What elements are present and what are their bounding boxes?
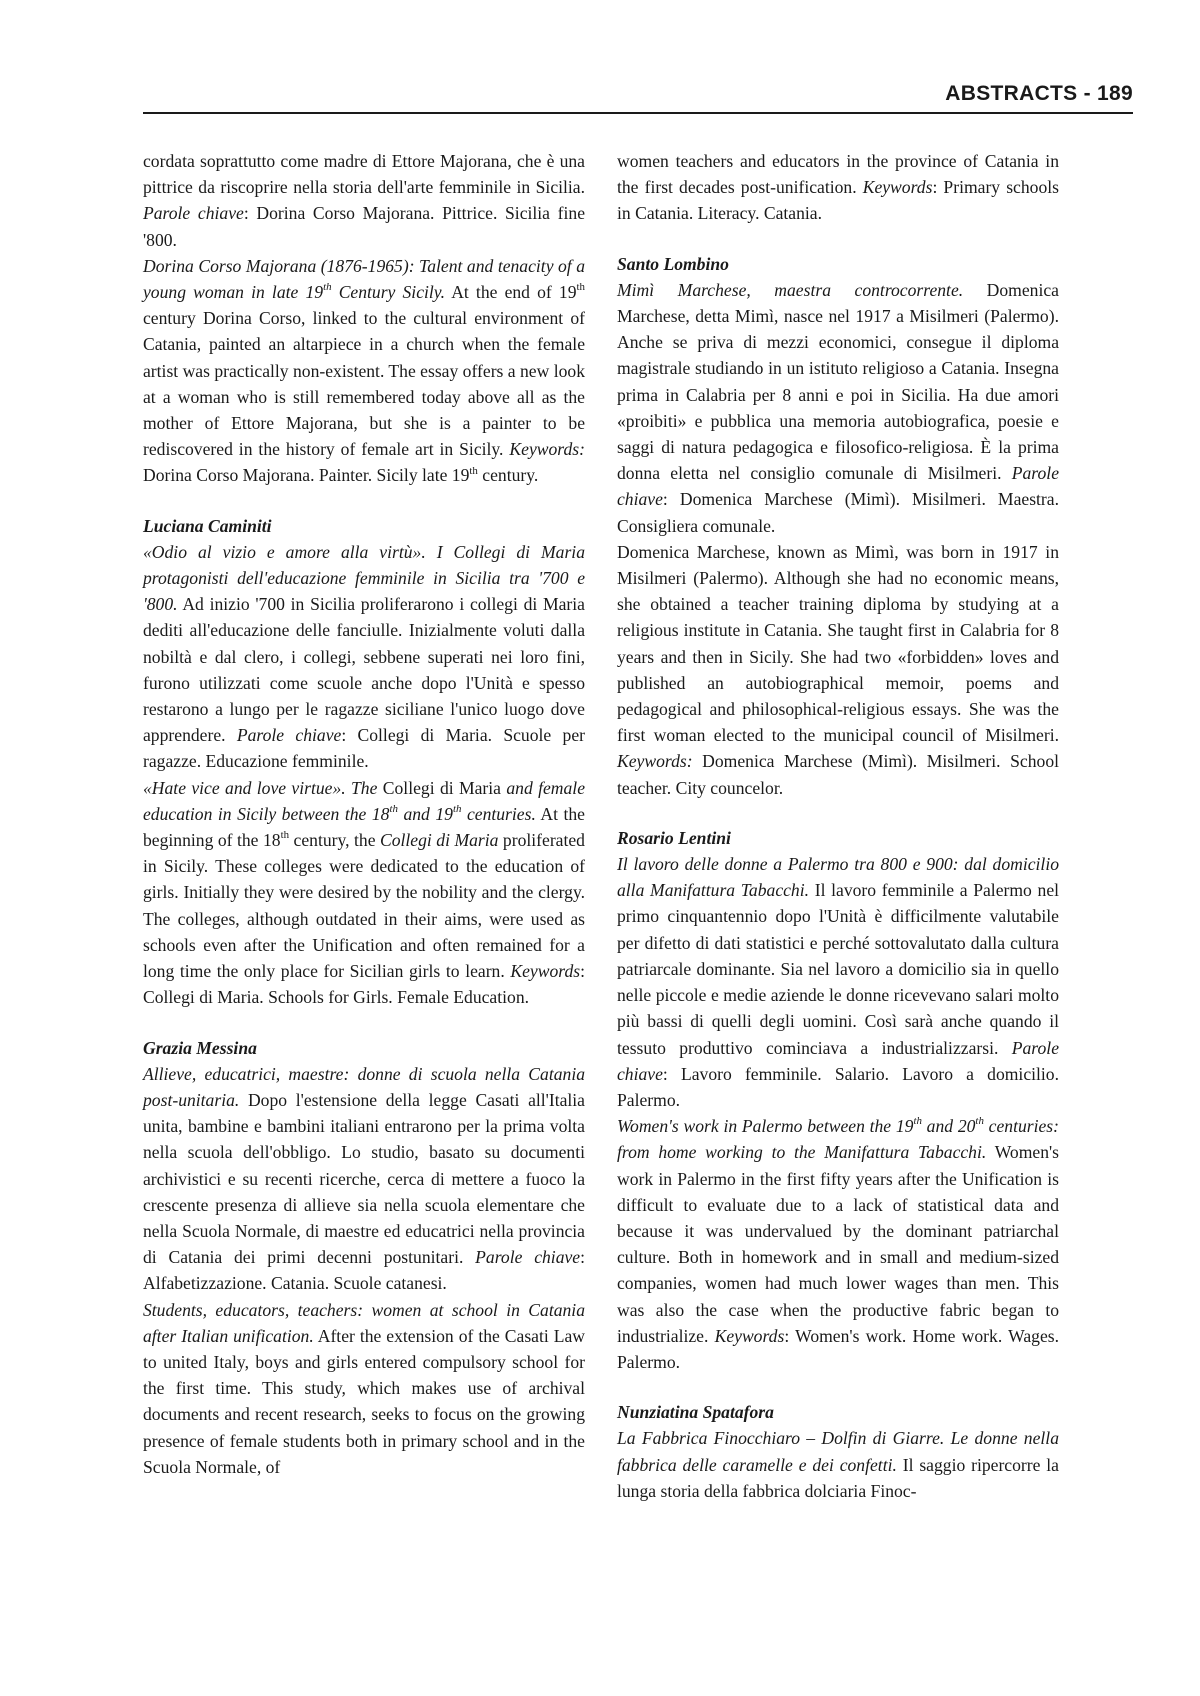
page-header: [143, 78, 1133, 114]
keywords-label: Parole chiave: [617, 1037, 1059, 1084]
keywords: : Lavoro femminile. Salario. Lavoro a domicilio. Palermo.: [617, 1063, 1059, 1110]
keywords: : Collegi di Maria. Schools for Girls. Female Education.: [143, 961, 585, 1008]
abstract-title: Il lavoro delle donne a Palermo tra 800 e 900: dal domicilio alla Manifattura Tabacchi.: [617, 854, 1059, 901]
text: Domenica Marchese, known as Mimì, was born in 1917 in Misilmeri (Palermo). Although she had no economic means, she obtained a teacher training diploma by studying at a religious institute in Catania. She taught first in Calabria for 8 years and then in Sicily. She had two «forbidden» loves and published an autobiographical memoir, poems and pedagogical and philosophical-religious essays. She was the first woman elected to the municipal council of Misilmeri.: [617, 541, 1059, 746]
keywords-label: Parole chiave: [475, 1247, 581, 1268]
abstract-title: La Fabbrica Finocchiaro – Dolfin di Giarre. Le donne nella fabbrica delle caramelle e dei confetti.: [617, 1428, 1059, 1475]
keywords-label: Keywords: [714, 1325, 785, 1346]
text: At the end of 19: [445, 282, 577, 303]
keywords: : Domenica Marchese (Mimì). Misilmeri. Maestra. Consigliera comunale.: [617, 489, 1059, 536]
keywords: : Primary schools in Catania. Literacy. Catania.: [617, 177, 1059, 224]
keywords: : Women's work. Home work. Wages. Palermo.: [617, 1325, 1059, 1372]
abstract-title: «Hate vice and love virtue». The: [143, 777, 378, 798]
keywords-label: Keywords: [510, 961, 581, 982]
keywords-label: Keywords:: [617, 751, 693, 772]
right-column: [617, 148, 1059, 1504]
abstract-title: Mimì Marchese, maestra controcorrente.: [617, 279, 964, 300]
keywords-label: Parole chiave: [143, 203, 244, 224]
abstract-paragraph: [617, 1113, 1059, 1375]
abstract-title: Allieve, educatrici, maestre: donne di scuola nella Catania post-unitaria.: [143, 1063, 585, 1110]
abstract-title: Women's work in Palermo between the 19th and 20th centuries: from home working to the Manifattura Tabacchi.: [617, 1115, 1060, 1163]
keywords-label: Keywords: [862, 177, 933, 198]
keywords: : Alfabetizzazione. Catania. Scuole catanesi.: [143, 1247, 585, 1294]
author-name: Rosario Lentini: [617, 827, 731, 848]
text: century Dorina Corso, linked to the cultural environment of Catania, painted an altarpiece in a church when the female artist was practically non-existent. The essay offers a new look at a woman who is still remembered today above all as the mother of Ettore Majorana, but she is a painter to be rediscovered in the history of female art in Sicily.: [143, 308, 585, 460]
text: Dopo l'estensione della legge Casati all'Italia unita, bambine e bambini italiani entrarono per la prima volta nella scuola dell'obbligo. Lo studio, basato su documenti archivistici e su recenti ricerche, cerca di mettere a fuoco la crescente presenza di allieve sia nella scuola elementare che nella Scuola Normale, di maestre ed educatrici nella provincia di Catania dei primi decenni postunitari.: [143, 1089, 585, 1268]
abstract-paragraph: «Hate vice and love virtue». The Collegi di Maria and female education in Sicily between the 18th and 19th centuries. At the beginning of the 18th century, the Collegi di Maria proliferated in Sicily. These colleges were dedicated to the education of girls. Initially they were desired by the nobility and the clergy. The colleges, although outdated in their aims, were used as schools even after the Unification and often remained for a long time the only place for Sicilian girls to learn. Keywords: Collegi di Maria. Schools for Girls. Female Education.: [143, 777, 586, 1008]
abstract-title: Students, educators, teachers: women at school in Catania after Italian unification.: [143, 1299, 585, 1346]
keywords: Domenica Marchese (Mimì). Misilmeri. School teacher. City councelor.: [617, 751, 1059, 798]
text: At the beginning of the 18: [143, 803, 585, 851]
abstract-paragraph: [143, 539, 585, 775]
author-name: Luciana Caminiti: [143, 515, 272, 536]
abstract-paragraph: [143, 148, 585, 253]
running-head: ABSTRACTS - 189: [945, 82, 1133, 105]
left-column: [143, 148, 585, 1480]
keywords: : Collegi di Maria. Scuole per ragazze. Educazione femminile.: [143, 725, 585, 772]
abstract-paragraph: [617, 277, 1059, 539]
text: Il saggio ripercorre la lunga storia della fabbrica dolciaria Finoc-: [617, 1454, 1059, 1501]
abstract-title: Dorina Corso Majorana (1876-1965): Talent and tenacity of a young woman in late 19th Century Sicily.: [143, 255, 585, 303]
text: Domenica Marchese, detta Mimì, nasce nel 1917 a Misilmeri (Palermo). Anche se priva di mezzi economici, consegue il diploma magistrale studiando in un istituto religioso a Catania. Insegna prima in Calabria per 8 anni e poi in Sicilia. Ha due amori «proibiti» e pubblica una memoria autobiografica, poesie e saggi di natura pedagogica e filosofico-religiosa. È la prima donna eletta nel consiglio comunale di Misilmeri.: [617, 279, 1059, 484]
text: After the extension of the Casati Law to united Italy, boys and girls entered compulsory school for the first time. This study, which makes use of archival documents and recent research, seeks to focus on the growing presence of female students both in primary school and in the Scuola Normale, of: [143, 1325, 586, 1477]
text: cordata soprattutto come madre di Ettore Majorana, che è una pittrice da riscoprire nella storia dell'arte femminile in Sicilia.: [143, 151, 585, 198]
abstract-paragraph: [143, 1061, 585, 1297]
text: Women's work in Palermo in the first fifty years after the Unification is difficult to evaluate due to a lack of statistical data and because it was undervalued by the dominant patriarchal culture. Both in homework and in small and medium-sized companies, women had much lower wages than men. This was also the case when the productive fabric began to industrialize.: [617, 1142, 1060, 1346]
abstract-paragraph: [617, 851, 1059, 1113]
abstract-paragraph: [143, 1297, 585, 1480]
text: women teachers and educators in the province of Catania in the first decades post-unification.: [617, 151, 1059, 198]
keywords-label: Parole chiave: [236, 725, 342, 746]
author-name: Nunziatina Spatafora: [617, 1402, 774, 1423]
text: Ad inizio '700 in Sicilia proliferarono i collegi di Maria dediti all'educazione delle fanciulle. Inizialmente voluti dalla nobiltà e dal clero, i collegi, sebbene superati nei loro fini, furono utilizzati come scuole anche dopo l'Unità e spesso restarono a lungo per le ragazze siciliane l'unico luogo dove apprendere.: [143, 594, 585, 746]
keywords-label: Keywords:: [509, 439, 585, 460]
author-name: Santo Lombino: [617, 253, 729, 274]
abstract-paragraph: Dorina Corso Majorana (1876-1965): Talent and tenacity of a young woman in late 19th Century Sicily. At the end of 19th century Dorina Corso, linked to the cultural environment of Catania, painted an altarpiece in a church when the female artist was practically non-existent. The essay offers a new look at a woman who is still remembered today above all as the mother of Ettore Majorana, but she is a painter to be rediscovered in the history of female art in Sicily. Keywords: Dorina Corso Majorana. Painter. Sicily late 19th century.: [143, 255, 585, 486]
keywords-label: Parole chiave: [617, 463, 1059, 510]
keywords: : Dorina Corso Majorana. Pittrice. Sicilia fine '800.: [143, 203, 586, 250]
abstract-paragraph: [617, 148, 1059, 227]
abstract-title: «Odio al vizio e amore alla virtù». I Collegi di Maria protagonisti dell'educazione femminile in Sicilia tra '700 e '800.: [143, 541, 585, 615]
text: Il lavoro femminile a Palermo nel primo cinquantennio dopo l'Unità è difficilmente valutabile per difetto di dati statistici e perché sottovalutato dalla cultura patriarcale dominante. Sia nel lavoro a domicilio sia in quello nelle piccole e medie aziende le donne ricevevano salari molto più bassi di quelli degli uomini. Così sarà anche quando il tessuto produttivo cominciava a industrializzarsi.: [617, 880, 1060, 1058]
abstract-paragraph: [617, 1425, 1059, 1504]
abstract-paragraph: [617, 539, 1059, 801]
author-name: Grazia Messina: [143, 1037, 257, 1058]
keywords: Dorina Corso Majorana. Painter. Sicily late 19: [143, 465, 470, 486]
